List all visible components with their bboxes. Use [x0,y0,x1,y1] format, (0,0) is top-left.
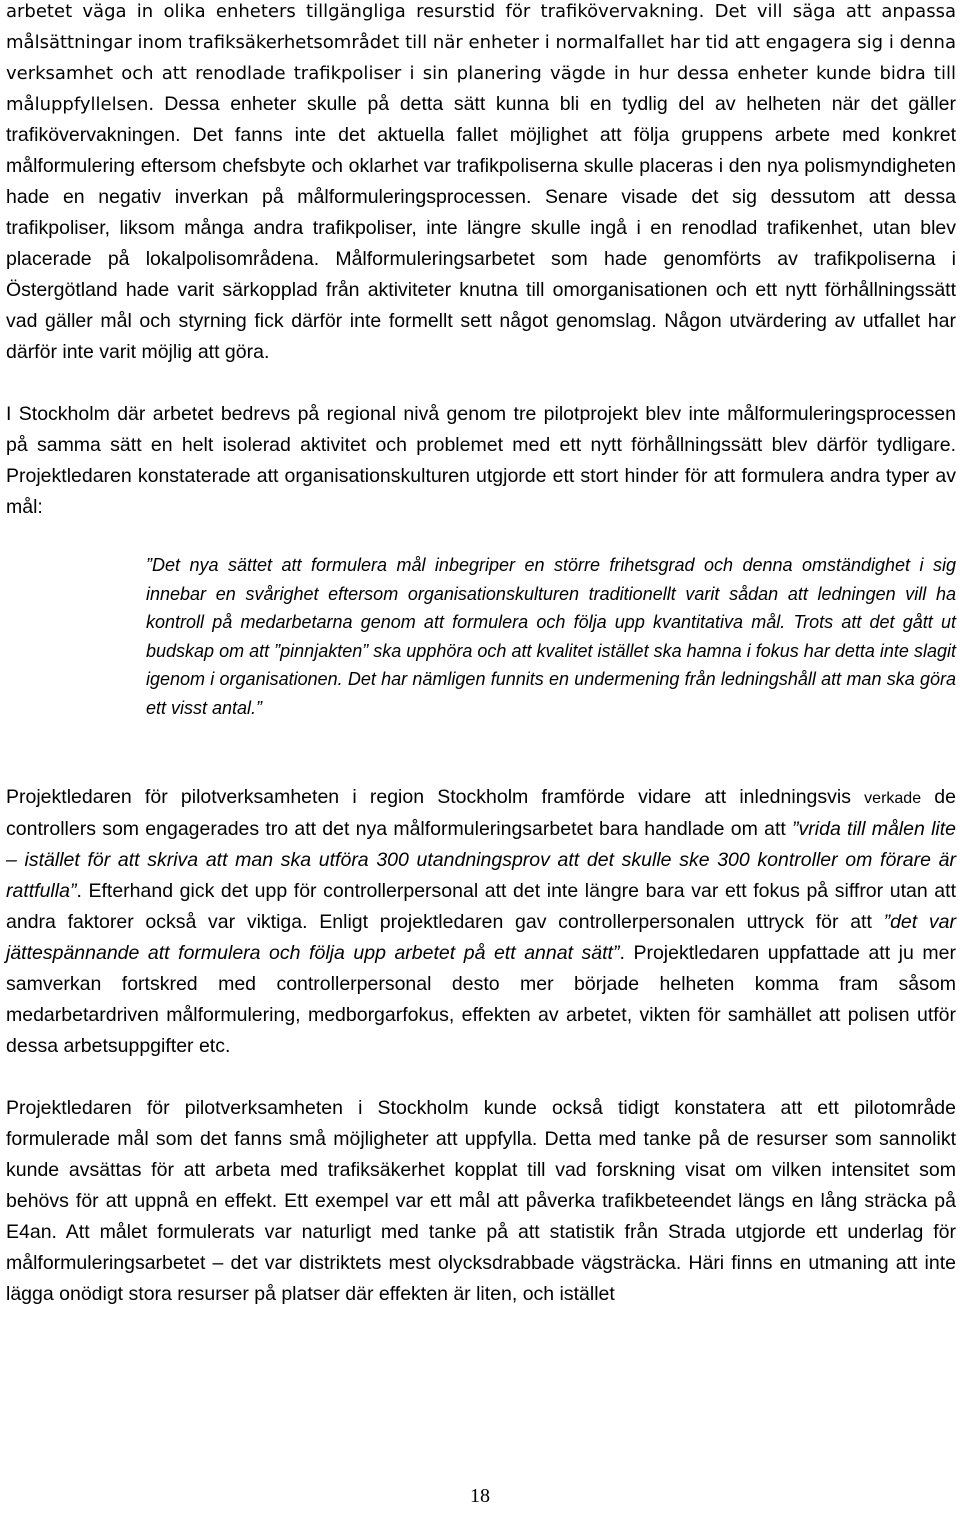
spacer [6,722,956,782]
paragraph-3-text-2: verkade [864,790,922,807]
document-page [6,0,956,1310]
paragraph-3-text-5: . Efterhand gick det upp för controllerpersonal att det inte längre bara var ett fokus på siffror utan att andra faktorer också var viktiga. Enligt projektledaren gav controllerpersonalen uttryck för att [6,880,956,933]
paragraph-3-text-7: . Projektledaren uppfattade att ju mer samverkan fortskred med controllerpersonal desto mer började helheten komma fram såsom medarbetardriven målformulering, medborgarfokus, effekten av arbetet, vikten för samhället att polisen utför dessa arbetsuppgifter etc. [6,942,956,1057]
paragraph-3-quote-2: ”det var jättespännande att formulera och följa upp arbetet på ett annat sätt” [6,911,956,964]
paragraph-3-text-3: de controllers som engagerades tro att det nya målformuleringsarbetet bara handlade om att [6,786,956,840]
paragraph-1-part-b: Dessa enheter skulle på detta sätt kunna bli en tydlig del av helheten när det gäller trafikövervakningen. Det fanns inte det aktuella fallet möjlighet att följa gruppens arbete med konkret målformulering eftersom chefsbyte och oklarhet var trafikpoliserna skulle placeras i den nya polismyndigheten hade en negativ inverkan på målformuleringsprocessen. Senare visade det sig dessutom att dessa trafikpoliser, liksom många andra trafikpoliser, inte längre skulle ingå i en renodlad trafikenhet, utan blev placerade på lokalpolisområdena. Målformuleringsarbetet som hade genomförts av trafikpoliserna i Östergötland hade varit särkopplad från aktiviteter knutna till omorganisationen och ett nytt förhållningssätt vad gäller mål och styrning fick därför inte formellt sett något genomslag. Någon utvärdering av utfallet har därför inte varit möjlig att göra. [6,93,957,363]
paragraph-3-text-1: Projektledaren för pilotverksamheten i region Stockholm framförde vidare att inledningsvis [6,786,851,808]
paragraph-4: Projektledaren för pilotverksamheten i Stockholm kunde också tidigt konstatera att ett pilotområde formulerade mål som det fanns små möjligheter att uppfylla. Detta med tanke på de resurser som sannolikt kunde avsättas för att arbeta med trafiksäkerhet kopplat till vad forskning visat om vilken intensitet som behövs för att uppnå en effekt. Ett exempel var ett mål att påverka trafikbeteendet längs en lång sträcka på E4an. Att målet formulerats var naturligt med tanke på att statistik från Strada utgjorde ett underlag för målformuleringsarbetet – det var distriktets mest olycksdrabbade vägsträcka. Häri finns en utmaning att inte lägga onödigt stora resurser på platser där effekten är liten, och istället [6,1097,956,1305]
page-number: 18 [470,1485,490,1507]
paragraph-3 [6,782,956,1062]
paragraph-1 [6,0,956,368]
paragraph-1-part-a: arbetet väga in olika enheters tillgängliga resurstid för trafikövervakning. Det vill säga att anpassa målsättningar inom trafiksäkerhetsområdet till när enheter i normalfallet har tid att engagera sig i denna verksamhet och att renodlade trafikpoliser i sin planering vägde in hur dessa enheter kunde bidra till måluppfyllelsen. [6,1,956,115]
paragraph-3-quote-1: ”vrida till målen lite – istället för att skriva att man ska utföra 300 utandningsprov att det skulle ske 300 kontroller om förare är rattfulla” [6,818,956,902]
paragraph-2: I Stockholm där arbetet bedrevs på regional nivå genom tre pilotprojekt blev inte målformuleringsprocessen på samma sätt en helt isolerad aktivitet och problemet med ett nytt förhållningssätt blev därför tydligare. Projektledaren konstaterade att organisationskulturen utgjorde ett stort hinder för att formulera andra typer av mål: [6,403,956,518]
block-quote: ”Det nya sättet att formulera mål inbegriper en större frihetsgrad och denna omständighet i sig innebar en svårighet eftersom organisationskulturen traditionellt varit sådan att ledningen vill ha kontroll på medarbetarna genom att formulera och följa upp kvantitativa mål. Trots att det gått ut budskap om att ”pinnjakten” ska upphöra och att kvalitet istället ska hamna i fokus har detta inte slagit igenom i organisationen. Det har nämligen funnits en undermening från ledningshåll att man ska göra ett visst antal.” [146,555,956,718]
